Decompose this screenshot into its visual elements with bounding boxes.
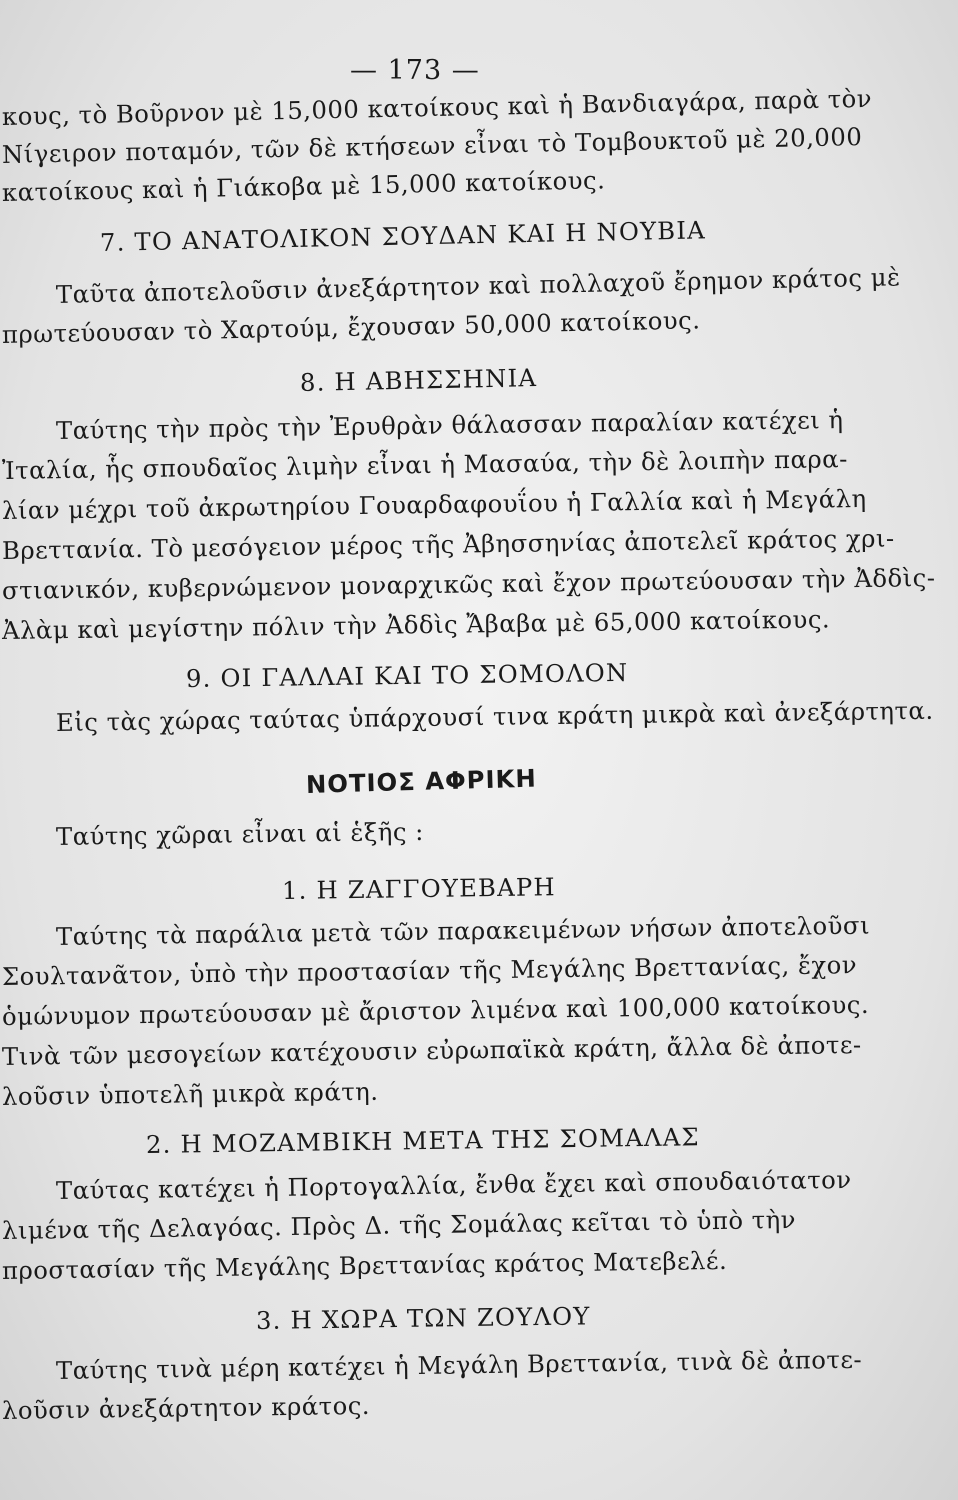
body-line: Σουλτανᾶτον, ὑπὸ τὴν προστασίαν τῆς Μεγάλης Βρεττανίας, ἔχον: [1, 950, 858, 991]
body-line: Τινὰ τῶν μεσογείων κατέχουσιν εὐρωπαϊκὰ κράτη, ἄλλα δὲ ἀποτε-: [1, 1029, 862, 1071]
body-line: λίαν μέχρι τοῦ ἀκρωτηρίου Γουαρδαφουΐου ἡ Γαλλία καὶ ἡ Μεγάλη: [1, 483, 867, 525]
major-heading: ΝΟΤΙΟΣ ΑΦΡΙΚΗ: [305, 763, 538, 799]
section-heading: 9. ΟΙ ΓΑΛΛΑΙ ΚΑΙ ΤΟ ΣΟΜΟΛΟΝ: [185, 657, 629, 693]
section-heading: 1. Η ΖΑΓΓΟΥΕΒΑΡΗ: [281, 872, 556, 905]
body-line: κατοίκους καὶ ἡ Γιάκοβα μὲ 15,000 κατοίκους.: [1, 165, 606, 207]
body-line: λιμένα τῆς Δελαγόας. Πρὸς Δ. τῆς Σομάλας κεῖται τὸ ὑπὸ τὴν: [1, 1204, 797, 1245]
body-line: Ταύτης τινὰ μέρη κατέχει ἡ Μεγάλη Βρεττανία, τινὰ δὲ ἀποτε-: [55, 1344, 863, 1385]
body-line: λοῦσιν ἀνεξάρτητον κράτος.: [1, 1390, 371, 1425]
body-line: πρωτεύουσαν τὸ Χαρτούμ, ἔχουσαν 50,000 κατοίκους.: [1, 305, 701, 349]
body-line: στιανικόν, κυβερνώμενον μοναρχικῶς καὶ ἔχον πρωτεύουσαν τὴν Ἀδδὶς-: [1, 562, 936, 605]
section-heading: 8. Η ΑΒΗΣΣΗΝΙΑ: [299, 363, 538, 397]
body-line: προστασίαν τῆς Μεγάλης Βρεττανίας κράτος Ματεβελέ.: [1, 1245, 728, 1285]
section-heading: 3. Η ΧΩΡΑ ΤΩΝ ΖΟΥΛΟΥ: [255, 1301, 591, 1335]
body-line: Νίγειρον ποταμόν, τῶν δὲ κτήσεων εἶναι τὸ Τομβουκτοῦ μὲ 20,000: [1, 121, 863, 169]
body-line: Ταύτης χῶραι εἶναι αἱ ἑξῆς :: [55, 816, 425, 851]
body-line: κους, τὸ Βοῦρνον μὲ 15,000 κατοίκους καὶ ἡ Βανδιαγάρα, παρὰ τὸν: [1, 83, 873, 131]
body-line: Βρεττανία. Τὸ μεσόγειον μέρος τῆς Ἀβησσηνίας ἀποτελεῖ κράτος χρι-: [1, 523, 895, 565]
section-heading: 2. Η ΜΟΖΑΜΒΙΚΗ ΜΕΤΑ ΤΗΣ ΣΟΜΑΛΑΣ: [145, 1122, 700, 1159]
body-line: Εἰς τὰς χώρας ταύτας ὑπάρχουσί τινα κράτη μικρὰ καὶ ἀνεξάρτητα.: [55, 695, 934, 737]
section-heading: 7. ΤΟ ΑΝΑΤΟΛΙΚΟΝ ΣΟΥΔΑΝ ΚΑΙ Η ΝΟΥΒΙΑ: [99, 215, 707, 257]
body-line: λοῦσιν ὑποτελῆ μικρὰ κράτη.: [1, 1076, 379, 1111]
body-line: Ἀλὰμ καὶ μεγίστην πόλιν τὴν Ἀδδὶς Ἄβαβα μὲ 65,000 κατοίκους.: [1, 604, 831, 645]
body-line: Ταύτας κατέχει ἡ Πορτογαλλία, ἔνθα ἔχει καὶ σπουδαιότατον: [55, 1164, 852, 1205]
page-number: — 173 —: [350, 55, 480, 86]
body-line: Ταῦτα ἀποτελοῦσιν ἀνεξάρτητον καὶ πολλαχοῦ ἔρημον κράτος μὲ: [55, 262, 901, 309]
body-line: Ἰταλία, ἧς σπουδαῖος λιμὴν εἶναι ἡ Μασαύα, τὴν δὲ λοιπὴν παρα-: [1, 444, 848, 485]
body-line: Ταύτης τὰ παράλια μετὰ τῶν παρακειμένων νήσων ἀποτελοῦσι: [55, 910, 871, 951]
body-line: ὁμώνυμον πρωτεύουσαν μὲ ἄριστον λιμένα καὶ 100,000 κατοίκους.: [1, 989, 870, 1031]
body-line: Ταύτης τὴν πρὸς τὴν Ἐρυθρὰν θάλασσαν παραλίαν κατέχει ἡ: [55, 405, 844, 445]
